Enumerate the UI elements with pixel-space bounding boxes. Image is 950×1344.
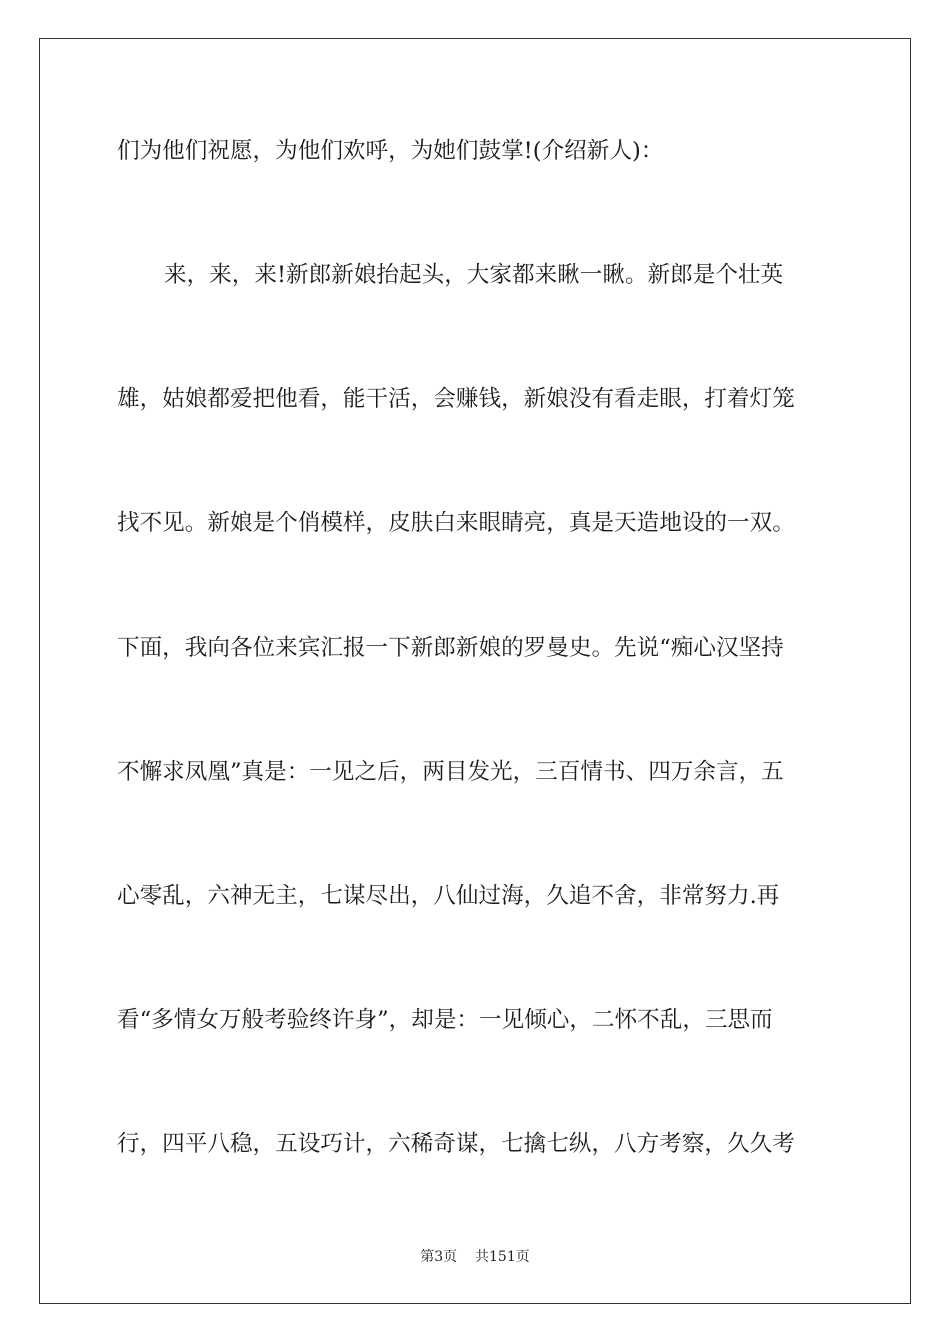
text-line-4: 找不见。新娘是个俏模样，皮肤白来眼睛亮，真是天造地设的一双。 <box>117 510 795 536</box>
total-pages: 共151页 <box>475 1249 530 1265</box>
text-line-5: 下面，我向各位来宾汇报一下新郎新娘的罗曼史。先说“痴心汉坚持 <box>117 635 784 661</box>
text-line-3: 雄，姑娘都爱把他看，能干活，会赚钱，新娘没有看走眼，打着灯笼 <box>117 386 795 412</box>
page-footer <box>0 1248 950 1266</box>
text-line-6: 不懈求凤凰”真是：一见之后，两目发光，三百情书、四万余言，五 <box>117 759 784 785</box>
page-number: 第3页 <box>420 1249 458 1265</box>
page-border <box>39 38 911 1304</box>
text-line-2: 来，来，来!新郎新娘抬起头，大家都来瞅一瞅。新郎是个壮英 <box>164 262 784 288</box>
text-line-7: 心零乱，六神无主，七谋尽出，八仙过海，久追不舍，非常努力.再 <box>117 883 780 909</box>
text-line-9: 行，四平八稳，五设巧计，六稀奇谋，七擒七纵，八方考察，久久考 <box>117 1131 795 1157</box>
text-line-8: 看“多情女万般考验终许身”，却是：一见倾心，二怀不乱，三思而 <box>117 1007 773 1033</box>
text-line-1: 们为他们祝愿，为他们欢呼，为她们鼓掌!(介绍新人)： <box>117 138 664 164</box>
